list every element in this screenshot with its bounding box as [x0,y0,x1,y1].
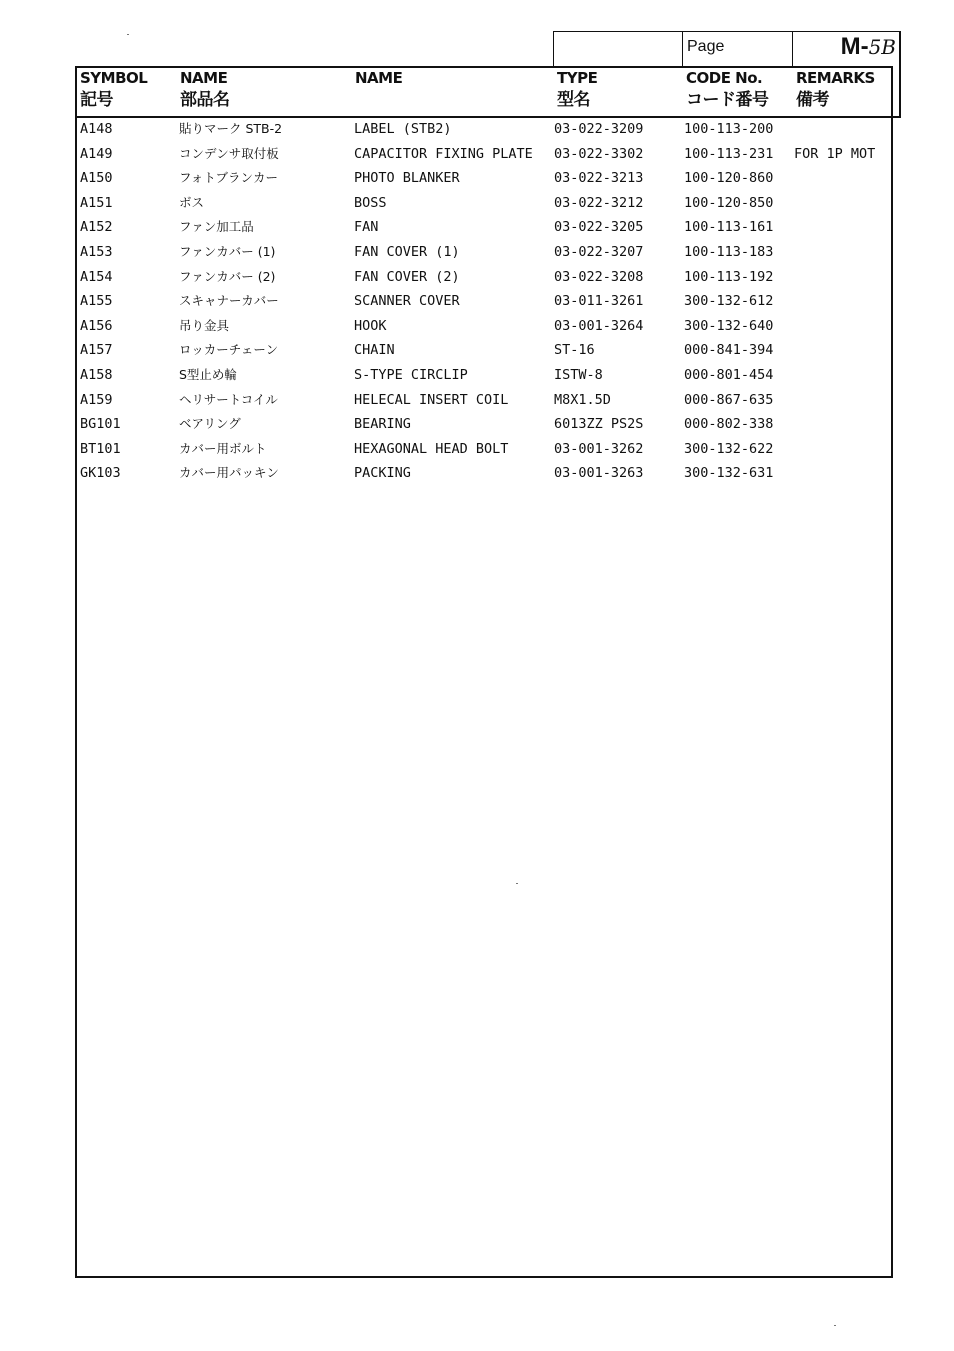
cell-symbol: A148 [80,121,113,137]
cell-code-no: 000-801-454 [684,367,774,383]
table-row [78,338,896,362]
cell-symbol: A156 [80,317,113,334]
cell-name-jp: コンデンサ取付板 [179,145,279,161]
cell-name-jp: カバー用パッキン [179,465,279,481]
cell-code-no: 000-841-394 [684,342,774,359]
cell-name-en: HEXAGONAL HEAD BOLT [354,440,509,457]
table-row [78,166,896,190]
cell-type: ISTW-8 [554,367,603,383]
cell-name-en: PACKING [354,465,411,482]
cell-code-no: 100-120-860 [684,170,774,187]
col-header-name-jp: NAME 部品名 [180,69,230,110]
table-row [78,240,896,264]
cell-code-no: 000-802-338 [684,416,774,433]
cell-type: M8X1.5D [554,391,611,408]
cell-code-no: 300-132-612 [684,293,774,310]
cell-symbol: BT101 [80,440,121,457]
cell-symbol: GK103 [80,465,121,482]
cell-name-en: FAN [354,219,379,236]
cell-name-jp: ロッカーチェーン [179,342,279,358]
cell-type: 03-022-3208 [554,268,644,285]
cell-symbol: A151 [80,194,113,211]
header-right-border [899,31,901,118]
page-label-cell [682,31,793,67]
cell-name-jp: ファンカバー (1) [179,244,276,259]
cell-name-jp: ファンカバー (2) [179,268,276,284]
cell-code-no: 100-113-200 [684,121,774,137]
table-row [78,461,896,485]
table-row [78,437,896,461]
cell-remarks: FOR 1P MOT [794,145,876,162]
cell-code-no: 100-113-192 [684,268,774,285]
cell-name-en: LABEL (STB2) [354,121,452,137]
cell-type: 03-022-3205 [554,219,644,236]
cell-symbol: A159 [80,391,113,408]
cell-type: 03-022-3213 [554,170,644,187]
page-number-cell [792,31,901,67]
cell-code-no: 100-113-231 [684,145,774,162]
page-number: M-5B [840,33,896,60]
cell-type: 6013ZZ PS2S [554,416,644,433]
cell-symbol: A153 [80,244,113,260]
cell-code-no: 100-120-850 [684,194,774,211]
page-label: Page [687,38,725,55]
cell-symbol: A150 [80,170,113,187]
cell-type: 03-001-3263 [554,465,644,482]
cell-name-en: CAPACITOR FIXING PLATE [354,145,533,162]
cell-code-no: 300-132-622 [684,440,774,457]
cell-type: 03-022-3207 [554,244,644,260]
page-suffix: 5B [868,35,896,59]
cell-name-jp: カバー用ボルト [179,440,267,456]
cell-code-no: 300-132-631 [684,465,774,482]
table-row [78,265,896,289]
cell-symbol: BG101 [80,416,121,433]
table-row [78,191,896,215]
cell-code-no: 300-132-640 [684,317,774,334]
scan-speck [516,883,518,884]
table-row [78,388,896,412]
cell-type: 03-001-3262 [554,440,644,457]
cell-name-jp: S型止め輪 [179,367,237,382]
cell-symbol: A154 [80,268,113,285]
cell-type: 03-022-3209 [554,121,644,137]
scan-speck [834,1325,836,1326]
table-row [78,117,896,141]
table-row [78,142,896,166]
header-blank-cell [553,31,683,67]
cell-name-jp: ヘリサートコイル [179,391,278,407]
cell-type: 03-022-3302 [554,145,644,162]
cell-symbol: A158 [80,367,113,383]
cell-name-jp: フォトブランカー [179,170,279,186]
cell-code-no: 100-113-161 [684,219,774,236]
cell-type: 03-011-3261 [554,293,644,310]
table-row [78,314,896,338]
cell-type: 03-001-3264 [554,317,644,334]
col-header-symbol: SYMBOL 記号 [80,69,148,110]
scan-speck [127,34,129,35]
cell-symbol: A149 [80,145,113,162]
col-header-code: CODE No. コード番号 [686,69,769,110]
col-header-remarks: REMARKS 備考 [796,69,875,110]
cell-name-en: FAN COVER (2) [354,268,460,285]
cell-name-en: PHOTO BLANKER [354,170,460,187]
cell-name-en: S-TYPE CIRCLIP [354,367,468,383]
cell-name-jp: 吊り金具 [179,317,230,333]
cell-name-en: HOOK [354,317,387,334]
cell-symbol: A152 [80,219,113,236]
col-header-type: TYPE 型名 [557,69,598,110]
cell-name-en: CHAIN [354,342,395,359]
col-header-name-en: NAME [355,69,403,87]
cell-name-en: SCANNER COVER [354,293,460,310]
cell-symbol: A157 [80,342,113,359]
cell-name-jp: スキャナーカバー [179,293,279,309]
cell-name-en: BOSS [354,194,387,211]
cell-code-no: 100-113-183 [684,244,774,260]
table-row [78,289,896,313]
cell-name-jp: ベアリング [179,416,241,432]
cell-name-jp: 貼りマーク STB-2 [179,121,283,136]
table-row [78,215,896,239]
cell-symbol: A155 [80,293,113,310]
cell-code-no: 000-867-635 [684,391,774,408]
table-row [78,412,896,436]
cell-type: 03-022-3212 [554,194,644,211]
cell-type: ST-16 [554,342,595,359]
table-row [78,363,896,387]
cell-name-en: BEARING [354,416,411,433]
cell-name-jp: ファン加工品 [179,219,254,235]
cell-name-en: HELECAL INSERT COIL [354,391,509,408]
cell-name-en: FAN COVER (1) [354,244,460,260]
cell-name-jp: ボス [179,194,205,210]
